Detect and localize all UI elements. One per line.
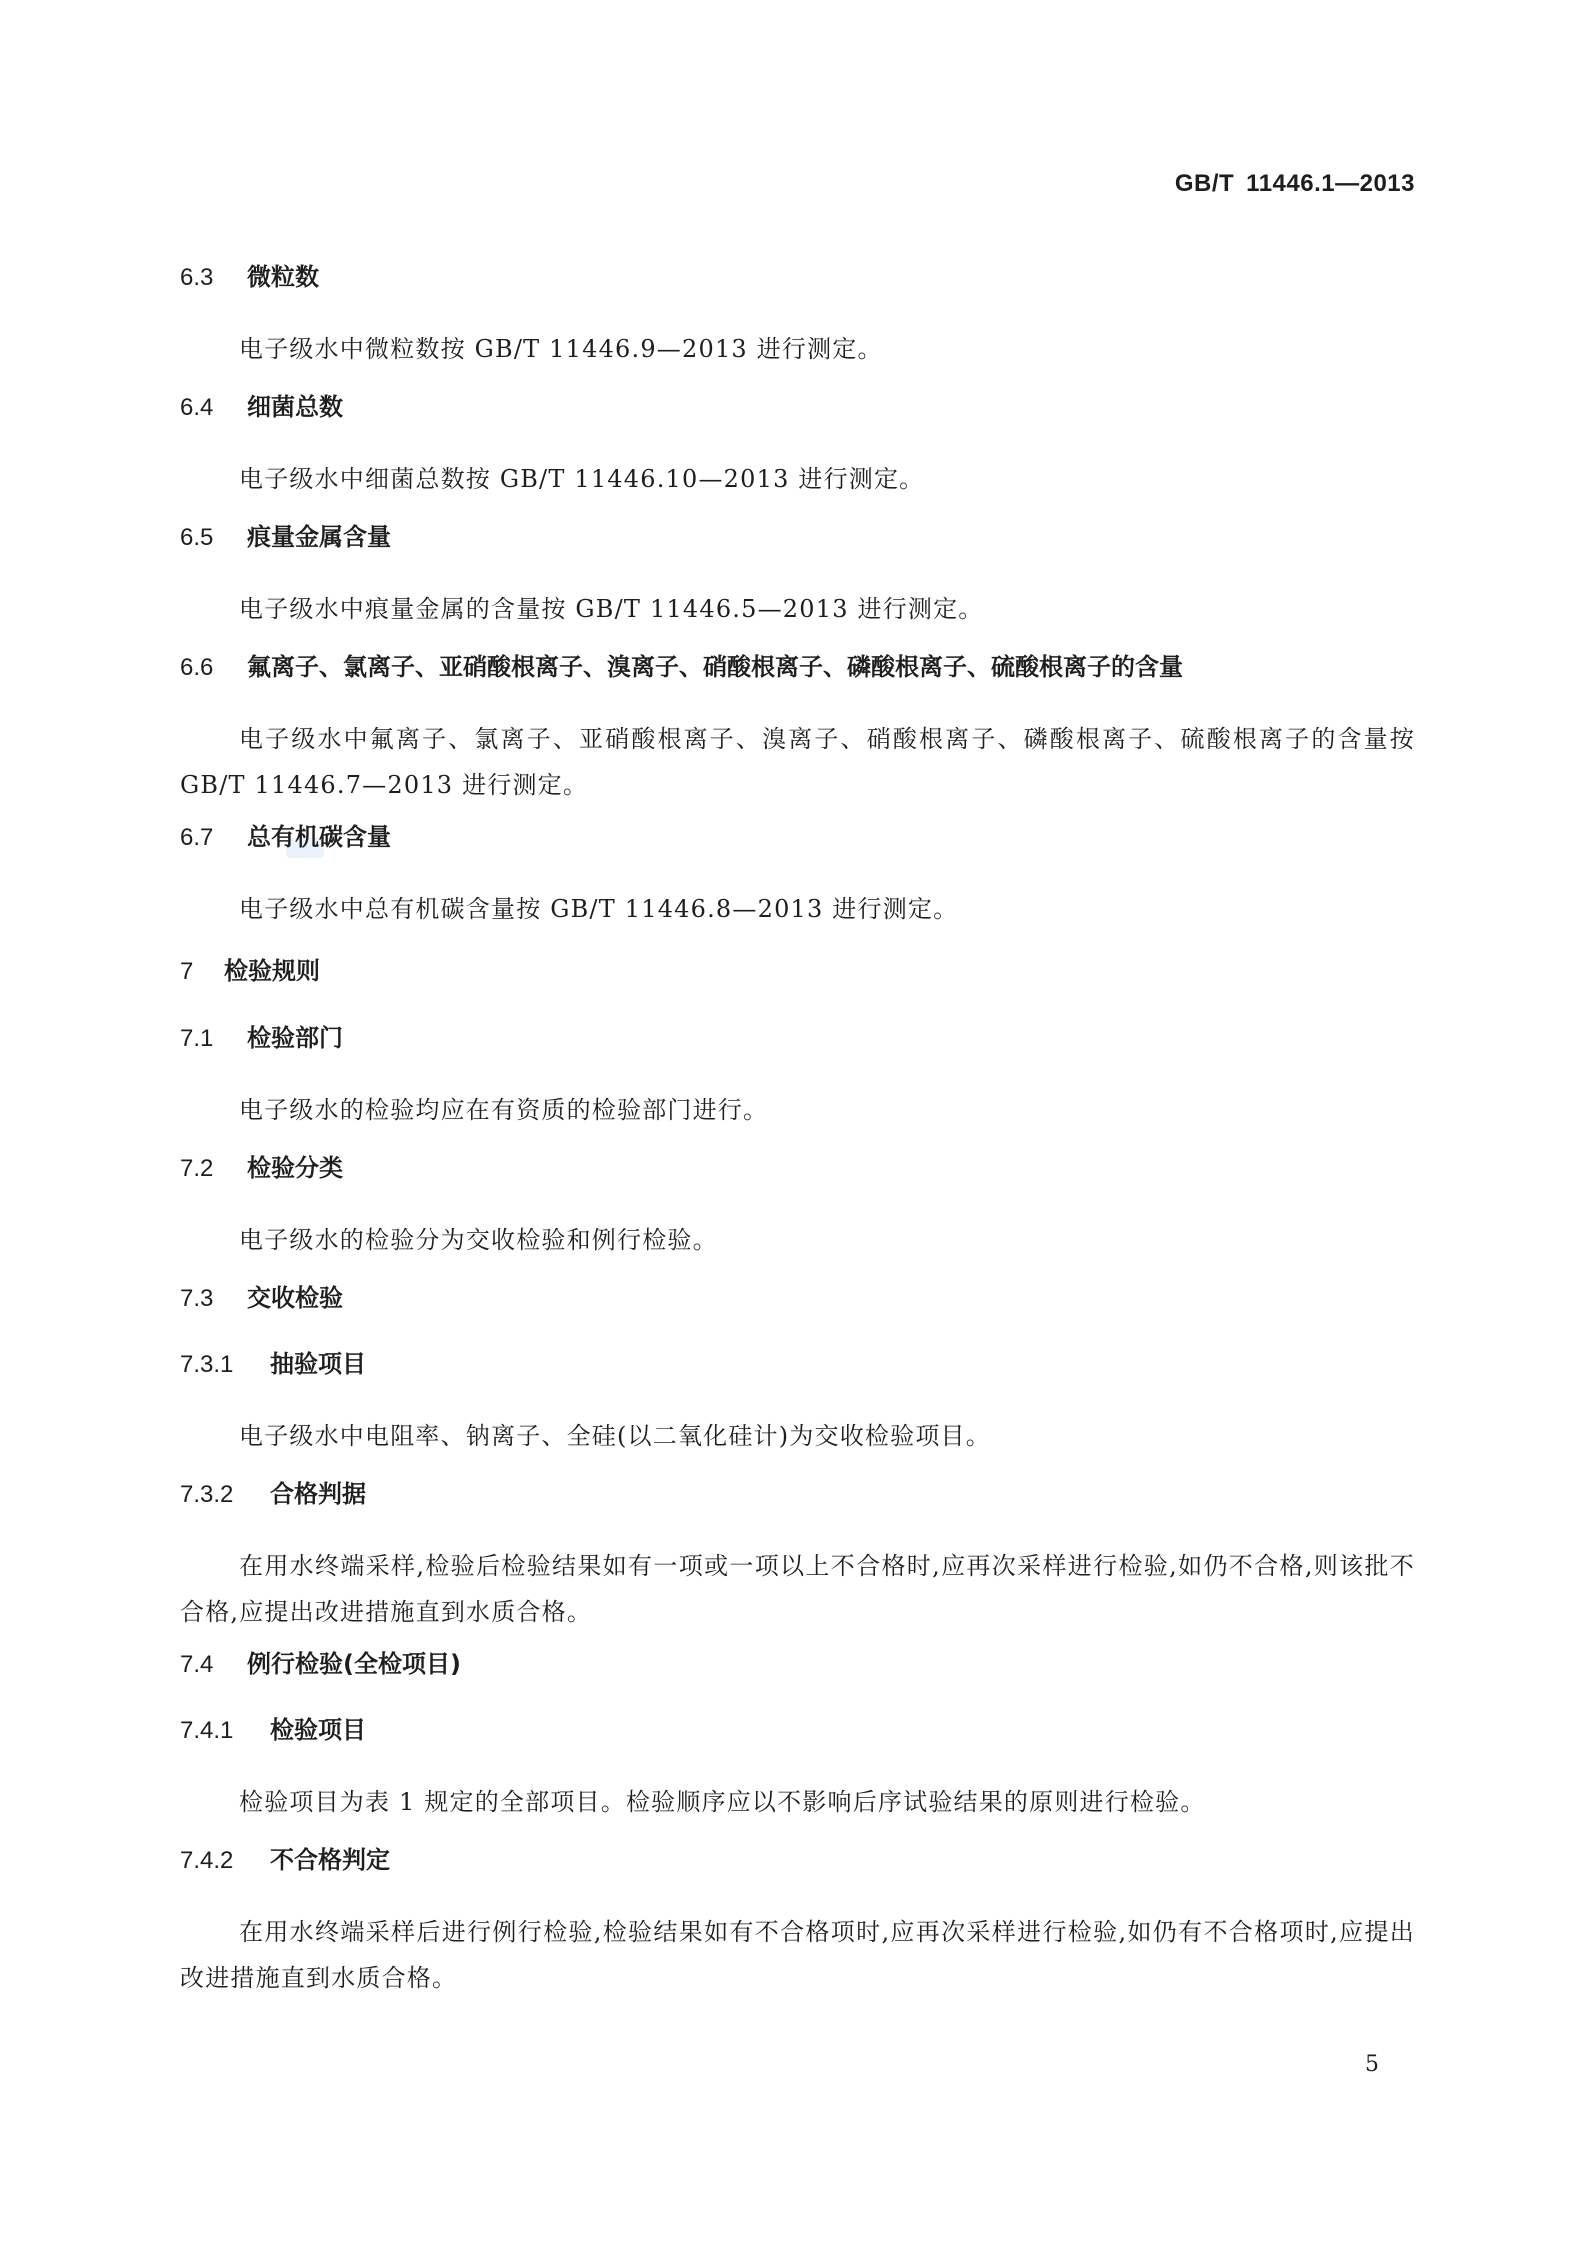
paragraph: 电子级水中氟离子、氯离子、亚硝酸根离子、溴离子、硝酸根离子、磷酸根离子、硫酸根离子的含量按 GB/T 11446.7—2013 进行测定。 (180, 725, 1415, 799)
section-title: 不合格判定 (270, 1846, 390, 1874)
section-number: 7.3 (180, 1285, 214, 1312)
section-title: 氟离子、氯离子、亚硝酸根离子、溴离子、硝酸根离子、磷酸根离子、硫酸根离子的含量 (247, 653, 1183, 681)
section-number: 7 (180, 958, 194, 985)
paragraph: 电子级水的检验均应在有资质的检验部门进行。 (239, 1096, 769, 1124)
section-heading-6-3 (180, 260, 1415, 295)
paragraph: 在用水终端采样,检验后检验结果如有一项或一项以上不合格时,应再次采样进行检验,如仍不合格,则该批不合格,应提出改进措施直到水质合格。 (180, 1552, 1415, 1626)
section-number: 7.4.1 (180, 1717, 234, 1744)
section-title: 合格判据 (270, 1480, 366, 1508)
section-number: 7.2 (180, 1155, 214, 1182)
page-number: 5 (1365, 2052, 1379, 2077)
section-title: 交收检验 (247, 1284, 343, 1312)
page-header (1175, 170, 1415, 198)
section-title: 检验项目 (270, 1716, 366, 1744)
section-heading-6-4 (180, 390, 1415, 425)
paragraph: 检验项目为表 1 规定的全部项目。检验顺序应以不影响后序试验结果的原则进行检验。 (239, 1788, 1206, 1816)
section-title: 总有机碳含量 (247, 823, 391, 851)
section-number: 7.4.2 (180, 1847, 234, 1874)
paragraph: 电子级水中细菌总数按 GB/T 11446.10—2013 进行测定。 (239, 465, 925, 493)
section-title: 微粒数 (247, 263, 319, 291)
section-heading-7-4-2 (180, 1843, 1415, 1878)
section-heading-7-3-1 (180, 1347, 1415, 1382)
section-heading-7-1 (180, 1021, 1415, 1056)
paragraph: 电子级水中痕量金属的含量按 GB/T 11446.5—2013 进行测定。 (239, 595, 984, 623)
section-title: 细菌总数 (247, 393, 343, 421)
section-number: 6.5 (180, 524, 214, 551)
section-heading-7-4-1 (180, 1713, 1415, 1748)
document-body (180, 260, 1415, 2013)
section-number: 6.6 (180, 654, 214, 681)
section-title: 检验分类 (247, 1154, 343, 1182)
section-heading-7-3-2 (180, 1477, 1415, 1512)
section-number: 7.4 (180, 1651, 214, 1678)
paragraph: 在用水终端采样后进行例行检验,检验结果如有不合格项时,应再次采样进行检验,如仍有不合格项时,应提出改进措施直到水质合格。 (180, 1918, 1415, 1992)
paragraph: 电子级水的检验分为交收检验和例行检验。 (239, 1226, 718, 1254)
section-heading-7-3 (180, 1281, 1415, 1316)
standard-code: GB/T (1174, 170, 1235, 197)
section-number: 6.7 (180, 824, 214, 851)
paragraph: 电子级水中微粒数按 GB/T 11446.9—2013 进行测定。 (239, 335, 883, 363)
section-heading-6-7 (180, 820, 1415, 855)
section-title: 检验规则 (224, 957, 320, 985)
section-title: 检验部门 (247, 1024, 343, 1052)
section-number: 7.1 (180, 1025, 214, 1052)
section-title: 例行检验(全检项目) (247, 1650, 461, 1678)
section-number: 7.3.1 (180, 1351, 234, 1378)
section-heading-7-2 (180, 1151, 1415, 1186)
section-title: 抽验项目 (270, 1350, 366, 1378)
section-heading-7-4 (180, 1647, 1415, 1682)
section-heading-6-6 (180, 650, 1415, 685)
section-title: 痕量金属含量 (247, 523, 391, 551)
chapter-heading-7 (180, 954, 1415, 989)
section-number: 7.3.2 (180, 1481, 234, 1508)
paragraph: 电子级水中总有机碳含量按 GB/T 11446.8—2013 进行测定。 (239, 895, 959, 923)
section-number: 6.4 (180, 394, 214, 421)
standard-number: 11446.1—2013 (1246, 170, 1415, 197)
section-heading-6-5 (180, 520, 1415, 555)
section-number: 6.3 (180, 264, 214, 291)
paragraph: 电子级水中电阻率、钠离子、全硅(以二氧化硅计)为交收检验项目。 (239, 1422, 991, 1450)
